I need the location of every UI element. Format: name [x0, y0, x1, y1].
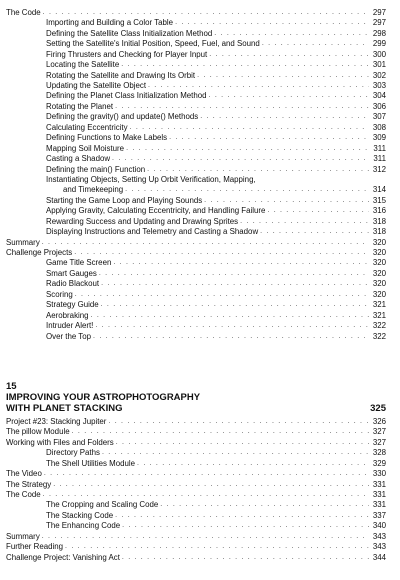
chapter-title-line2: [6, 403, 386, 414]
toc-entry-title: Defining Functions to Make Labels: [46, 133, 168, 143]
toc-entry: [6, 217, 386, 227]
toc-entry: [6, 269, 386, 279]
toc-entry-page: 320: [372, 279, 386, 289]
toc-entry-title: Rewarding Success and Updating and Drawing Sprites: [46, 216, 239, 226]
toc-entry: [6, 81, 386, 91]
toc-entry: [6, 50, 386, 60]
toc-entry-page: 299: [372, 39, 386, 49]
toc-leader-dots: [43, 8, 369, 18]
toc-entry-title: Defining the Satellite Class Initialization Method: [46, 28, 213, 38]
toc-entry: [6, 532, 386, 542]
toc-entry: [6, 553, 386, 563]
chapter-number: 15: [6, 381, 17, 392]
toc-section-chapter-15: [6, 417, 386, 563]
toc-entry-title: Mapping Soil Moisture: [46, 143, 125, 153]
toc-leader-dots: [125, 185, 369, 195]
toc-entry-title: Further Reading: [6, 542, 64, 552]
toc-leader-dots: [122, 553, 369, 563]
toc-entry: [6, 248, 386, 258]
toc-leader-dots: [209, 50, 369, 60]
toc-entry: [6, 238, 386, 248]
toc-entry-page: 320: [372, 248, 386, 258]
toc-entry-title: Firing Thrusters and Checking for Player Input: [46, 49, 208, 59]
toc-entry-title: Smart Gauges: [46, 268, 97, 278]
toc-entry: [6, 290, 386, 300]
toc-entry-page: 306: [372, 101, 386, 111]
toc-entry: [6, 175, 386, 185]
toc-leader-dots: [267, 206, 369, 216]
toc-entry: [6, 279, 386, 289]
toc-entry-page: 321: [372, 300, 386, 310]
toc-leader-dots: [65, 542, 369, 552]
toc-entry-page: 320: [372, 268, 386, 278]
toc-entry-title: Project #23: Stacking Jupiter: [6, 416, 107, 426]
toc-entry-page: 328: [372, 448, 386, 458]
toc-entry: [6, 438, 386, 448]
toc-leader-dots: [115, 102, 369, 112]
toc-entry-page: 318: [372, 216, 386, 226]
toc-entry: [6, 227, 386, 237]
toc-entry: [6, 427, 386, 437]
toc-entry-page: 320: [372, 289, 386, 299]
toc-leader-dots: [108, 417, 369, 427]
toc-entry-page: 301: [372, 60, 386, 70]
toc-entry-page: 311: [373, 143, 386, 153]
toc-leader-dots: [147, 165, 369, 175]
toc-entry-page: 331: [372, 479, 386, 489]
toc-entry-title: Working with Files and Folders: [6, 437, 114, 447]
toc-entry-title: Defining the gravity() and update() Methods: [46, 112, 199, 122]
toc-entry-title: The Stacking Code: [46, 510, 114, 520]
toc-entry-title: The Cropping and Scaling Code: [46, 500, 159, 510]
toc-entry: [6, 18, 386, 28]
toc-leader-dots: [175, 18, 369, 28]
toc-entry-page: 327: [372, 437, 386, 447]
toc-entry-title: Intruder Alert!: [46, 321, 94, 331]
toc-leader-dots: [204, 196, 369, 206]
toc-entry: [6, 92, 386, 102]
toc-entry: [6, 144, 386, 154]
chapter-title-line1: IMPROVING YOUR ASTROPHOTOGRAPHY: [6, 392, 201, 403]
toc-entry-page: 303: [372, 81, 386, 91]
toc-entry: [6, 102, 386, 112]
toc-entry: [6, 542, 386, 552]
toc-leader-dots: [260, 227, 369, 237]
toc-leader-dots: [72, 427, 369, 437]
toc-leader-dots: [113, 258, 369, 268]
toc-entry-page: 320: [372, 258, 386, 268]
toc-entry-title: Casting a Shadow: [46, 154, 111, 164]
toc-leader-dots: [160, 500, 369, 510]
toc-entry: [6, 459, 386, 469]
toc-entry-title: and Timekeeping: [63, 185, 124, 195]
toc-leader-dots: [53, 480, 369, 490]
toc-entry-title: Challenge Projects: [6, 248, 73, 258]
toc-leader-dots: [200, 112, 369, 122]
chapter-page-number: 325: [370, 403, 386, 414]
toc-entry: [6, 332, 386, 342]
toc-leader-dots: [148, 81, 369, 91]
toc-entry: [6, 112, 386, 122]
toc-entry: [6, 448, 386, 458]
toc-leader-dots: [91, 311, 369, 321]
toc-entry-page: 343: [372, 531, 386, 541]
toc-leader-dots: [112, 154, 369, 164]
toc-entry-title: The Strategy: [6, 479, 52, 489]
toc-leader-dots: [99, 269, 369, 279]
toc-leader-dots: [209, 91, 369, 101]
toc-entry-page: 340: [372, 521, 386, 531]
toc-entry-page: 330: [372, 469, 386, 479]
toc-leader-dots: [74, 248, 369, 258]
toc-entry: [6, 469, 386, 479]
toc-leader-dots: [130, 123, 369, 133]
chapter-title-line2-text: WITH PLANET STACKING: [6, 403, 123, 414]
toc-leader-dots: [93, 332, 369, 342]
toc-entry-title: Aerobraking: [46, 310, 89, 320]
toc-entry-page: 304: [372, 91, 386, 101]
toc-entry-page: 302: [372, 70, 386, 80]
toc-entry-title: Applying Gravity, Calculating Eccentricity, and Handling Failure: [46, 206, 266, 216]
toc-entry-page: 316: [372, 206, 386, 216]
toc-entry: [6, 154, 386, 164]
toc-entry-page: 311: [373, 154, 386, 164]
toc-leader-dots: [115, 511, 369, 521]
toc-entry: [6, 8, 386, 18]
toc-leader-dots: [197, 71, 369, 81]
toc-entry: [6, 196, 386, 206]
toc-leader-dots: [169, 133, 369, 143]
toc-leader-dots: [102, 448, 369, 458]
toc-leader-dots: [121, 60, 369, 70]
toc-entry-title: Instantiating Objects, Setting Up Orbit Verification, Mapping,: [46, 174, 256, 184]
toc-entry-page: 327: [372, 427, 386, 437]
toc-entry-page: 307: [372, 112, 386, 122]
toc-entry-title: Defining the main() Function: [46, 164, 146, 174]
toc-entry-page: 322: [372, 331, 386, 341]
toc-leader-dots: [101, 300, 369, 310]
toc-entry-page: 308: [372, 122, 386, 132]
toc-entry-page: 329: [372, 458, 386, 468]
toc-leader-dots: [137, 459, 369, 469]
toc-entry: [6, 71, 386, 81]
toc-entry: [6, 311, 386, 321]
toc-entry-title: Over the Top: [46, 331, 92, 341]
toc-leader-dots: [101, 279, 369, 289]
toc-entry-page: 343: [372, 542, 386, 552]
toc-entry-title: Scoring: [46, 289, 73, 299]
toc-entry-title: Importing and Building a Color Table: [46, 18, 174, 28]
toc-entry: [6, 39, 386, 49]
toc-entry-title: Defining the Planet Class Initialization Method: [46, 91, 207, 101]
toc-entry-page: 315: [372, 195, 386, 205]
toc-entry: [6, 300, 386, 310]
toc-entry: [6, 206, 386, 216]
toc-entry-title: Displaying Instructions and Telemetry and Casting a Shadow: [46, 227, 259, 237]
toc-entry-page: 326: [372, 416, 386, 426]
toc-entry-page: 312: [372, 164, 386, 174]
toc-entry-page: 322: [372, 321, 386, 331]
toc-entry-page: 331: [372, 490, 386, 500]
toc-entry-title: The pillow Module: [6, 427, 70, 437]
toc-entry-page: 318: [372, 227, 386, 237]
toc-entry-page: 320: [372, 237, 386, 247]
toc-entry-page: 297: [372, 7, 386, 17]
toc-entry: [6, 123, 386, 133]
toc-entry: [6, 501, 386, 511]
toc-entry: [6, 480, 386, 490]
toc-leader-dots: [122, 521, 369, 531]
toc-leader-dots: [262, 39, 369, 49]
toc-entry-title: Starting the Game Loop and Playing Sounds: [46, 195, 203, 205]
toc-entry-page: 300: [372, 49, 386, 59]
toc-entry-title: The Code: [6, 490, 41, 500]
toc-leader-dots: [126, 144, 369, 154]
toc-leader-dots: [42, 532, 369, 542]
toc-entry-title: Updating the Satellite Object: [46, 81, 147, 91]
toc-entry-title: Setting the Satellite's Initial Position, Speed, Fuel, and Sound: [46, 39, 260, 49]
toc-entry-title: Summary: [6, 237, 40, 247]
toc-leader-dots: [44, 469, 369, 479]
toc-entry-title: Strategy Guide: [46, 300, 99, 310]
toc-entry: [6, 417, 386, 427]
toc-entry-title: Directory Paths: [46, 448, 100, 458]
toc-entry: [6, 60, 386, 70]
toc-entry-title: The Code: [6, 7, 41, 17]
toc-entry-page: 298: [372, 28, 386, 38]
toc-entry-page: 331: [372, 500, 386, 510]
toc-entry-page: 309: [372, 133, 386, 143]
toc-entry-title: The Video: [6, 469, 42, 479]
toc-entry-title: Rotating the Satellite and Drawing Its Orbit: [46, 70, 196, 80]
toc-leader-dots: [75, 290, 369, 300]
toc-leader-dots: [116, 438, 369, 448]
toc-entry: [6, 185, 386, 195]
toc-entry-title: Rotating the Planet: [46, 101, 114, 111]
toc-entry: [6, 165, 386, 175]
toc-entry: [6, 321, 386, 331]
toc-entry-title: Game Title Screen: [46, 258, 112, 268]
toc-leader-dots: [95, 321, 369, 331]
toc-entry-title: The Shell Utilities Module: [46, 458, 136, 468]
toc-entry-title: The Enhancing Code: [46, 521, 121, 531]
toc-entry-title: Locating the Satellite: [46, 60, 120, 70]
toc-entry-title: Summary: [6, 531, 40, 541]
toc-entry: [6, 259, 386, 269]
toc-leader-dots: [214, 29, 369, 39]
toc-entry-page: 314: [372, 185, 386, 195]
toc-entry-page: 337: [372, 510, 386, 520]
toc-entry-title: Calculating Eccentricity: [46, 122, 128, 132]
toc-section-chapter-14: [6, 8, 386, 342]
toc-entry: [6, 133, 386, 143]
toc-entry: [6, 490, 386, 500]
toc-entry-title: Radio Blackout: [46, 279, 100, 289]
toc-entry-page: 297: [372, 18, 386, 28]
toc-entry-title: Challenge Project: Vanishing Act: [6, 552, 120, 562]
toc-entry: [6, 521, 386, 531]
chapter-heading: [6, 381, 386, 414]
toc-entry-page: 321: [372, 310, 386, 320]
toc-leader-dots: [240, 217, 369, 227]
toc-entry-page: 344: [372, 552, 386, 562]
toc-leader-dots: [43, 490, 369, 500]
toc-entry: [6, 511, 386, 521]
toc-entry: [6, 29, 386, 39]
toc-leader-dots: [42, 238, 369, 248]
